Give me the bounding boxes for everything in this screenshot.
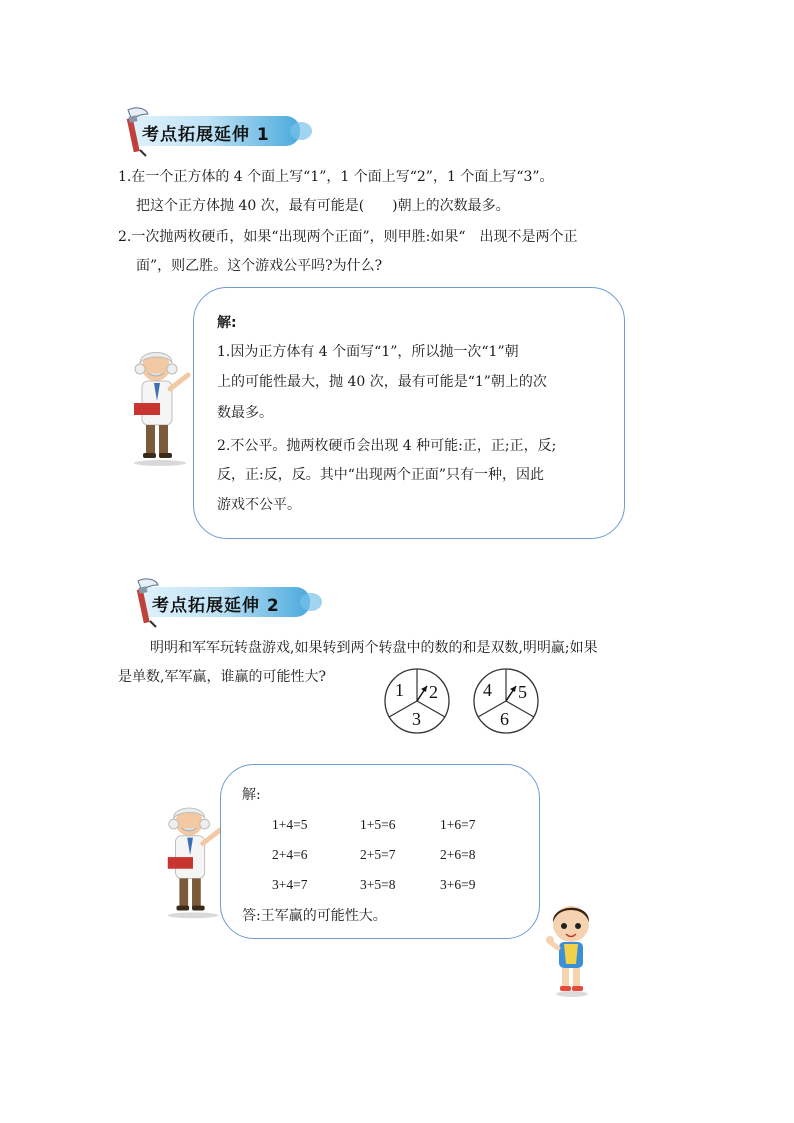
answer2-conclusion: 答:王军赢的可能性大。	[242, 908, 387, 924]
answer1-line: 2.不公平。抛两枚硬币会出现 4 种可能:正，正;正，反;	[217, 438, 557, 454]
boy-illustration	[542, 902, 600, 998]
spinner-number: 5	[518, 682, 527, 702]
q1-line2: 把这个正方体抛 40 次，最有可能是( )朝上的次数最多。	[136, 198, 510, 214]
answer1-line: 反，正:反，反。其中“出现两个正面”只有一种，因此	[217, 467, 545, 483]
answer1-line: 游戏不公平。	[217, 497, 301, 513]
problem2-line2: 是单数,军军赢，谁赢的可能性大?	[118, 669, 326, 685]
q1-line1: 1.在一个正方体的 4 个面上写“1”，1 个面上写“2”，1 个面上写“3”。	[118, 169, 554, 185]
equation-cell: 1+6=7	[440, 817, 476, 832]
equation-cell: 1+5=6	[360, 817, 396, 832]
problem2-line1: 明明和军军玩转盘游戏,如果转到两个转盘中的数的和是双数,明明赢;如果	[150, 640, 598, 656]
answer2-label: 解:	[242, 787, 261, 803]
section1-title: 考点拓展延伸 1	[142, 125, 270, 145]
spinner-1	[381, 666, 453, 736]
spinner-number: 2	[429, 682, 438, 702]
answer1-line: 数最多。	[217, 405, 273, 421]
spinner-number: 4	[483, 680, 492, 700]
section2-title: 考点拓展延伸 2	[152, 596, 280, 616]
section1-banner	[118, 112, 318, 152]
q2-line1: 2.一次抛两枚硬币，如果“出现两个正面”，则甲胜:如果“ 出现不是两个正	[118, 229, 578, 245]
equation-cell: 2+4=6	[272, 847, 308, 862]
equation-cell: 3+4=7	[272, 877, 308, 892]
teacher-illustration	[126, 345, 194, 467]
spinner-number: 3	[412, 709, 421, 729]
section2-banner	[128, 583, 328, 623]
answer1-label: 解:	[217, 315, 237, 331]
spinner-2	[470, 666, 542, 736]
equation-cell: 3+6=9	[440, 877, 476, 892]
spinner-number: 1	[395, 680, 404, 700]
equation-cell: 2+5=7	[360, 847, 396, 862]
equation-cell: 3+5=8	[360, 877, 396, 892]
equation-cell: 1+4=5	[272, 817, 308, 832]
equation-cell: 2+6=8	[440, 847, 476, 862]
teacher-illustration	[160, 800, 226, 920]
answer1-line: 1.因为正方体有 4 个面写“1”，所以抛一次“1”朝	[217, 344, 519, 360]
q2-line2: 面”，则乙胜。这个游戏公平吗?为什么?	[136, 258, 383, 274]
spinner-number: 6	[500, 709, 509, 729]
answer1-line: 上的可能性最大，抛 40 次，最有可能是“1”朝上的次	[217, 374, 547, 390]
